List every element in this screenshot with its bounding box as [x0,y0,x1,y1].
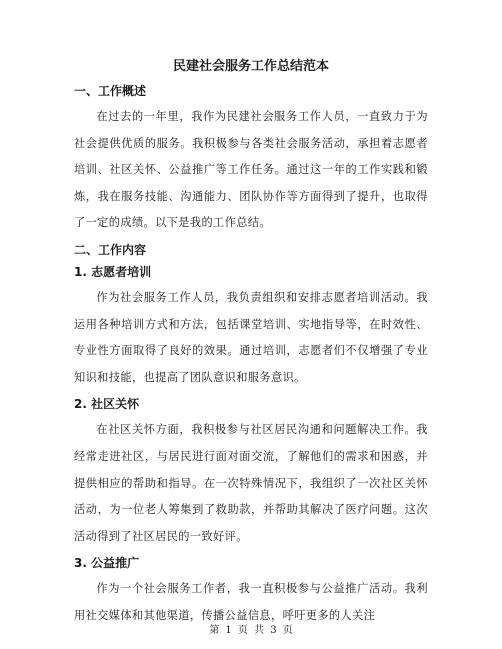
page-footer: 第 1 页 共 3 页 [209,625,293,636]
section-heading-overview: 一、工作概述 [74,84,147,98]
subsection-heading-community-care: 2. 社区关怀 [74,397,140,412]
community-care-paragraph: 在社区关怀方面，我积极参与社区居民沟通和问题解决工作。我经常走进社区，与居民进行面对面交流，了解他们的需求和困惑，并提供相应的帮助和指导。在一次特殊情况下，我组织了一次社区关怀活动，为一位老人筹集到了救助款，并帮助其解决了医疗问题。这次活动得到了社区居民的一致好评。 [74,423,428,543]
public-welfare-paragraph: 作为一个社会服务工作者，我一直积极参与公益推广活动。我利用社交媒体和其他渠道，传播公益信息，呼吁更多的人关注 [74,582,428,622]
document-title: 民建社会服务工作总结范本 [172,59,329,74]
overview-paragraph: 在过去的一年里，我作为民建社会服务工作人员，一直致力于为社会提供优质的服务。我积极参与各类社会服务活动，承担着志愿者培训、社区关怀、公益推广等工作任务。通过这一年的工作实践和锻炼，我在服务技能、沟通能力、团队协作等方面得到了提升，也取得了一定的成绩。以下是我的工作总结。 [74,110,428,230]
section-heading-content: 二、工作内容 [74,242,147,257]
volunteer-training-paragraph: 作为社会服务工作人员，我负责组织和安排志愿者培训活动。我运用各种培训方式和方法，包括课堂培训、实地指导等，在时效性、专业性方面取得了良好的效果。通过培训，志愿者们不仅增强了专业知识和技能，也提高了团队意识和服务意识。 [74,290,428,384]
subsection-heading-public-welfare: 3. 公益推广 [74,556,140,571]
subsection-heading-volunteer-training: 1. 志愿者培训 [74,264,152,279]
